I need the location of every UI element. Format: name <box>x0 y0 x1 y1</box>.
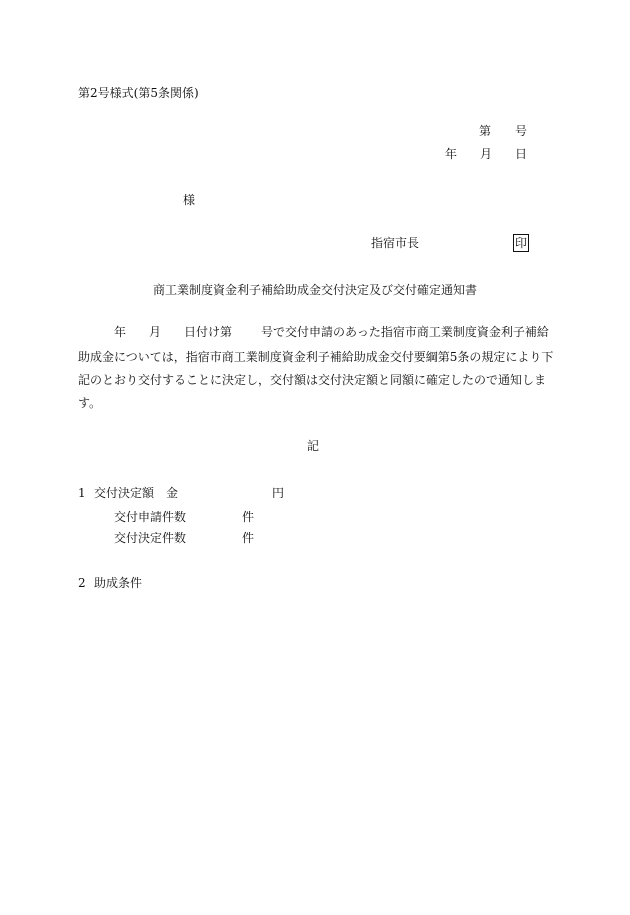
body-month: 月 <box>149 325 162 339</box>
item-1-label: 交付決定額 <box>94 486 155 500</box>
body-year: 年 <box>114 325 127 339</box>
decision-count-unit: 件 <box>242 531 255 545</box>
item-2-label: 助成条件 <box>94 576 143 590</box>
issuer-title: 指宿市長 <box>371 236 420 250</box>
date-day-label: 日 <box>515 147 528 161</box>
body-line-3: 記のとおり交付することに決定し，交付額は交付決定額と同額に確定したので通知しま <box>78 373 547 387</box>
application-count-unit: 件 <box>242 510 255 524</box>
addressee-honorific: 様 <box>183 193 196 207</box>
item-1-yen: 円 <box>272 486 285 500</box>
document-title: 商工業制度資金利子補給助成金交付決定及び交付確定通知書 <box>153 283 478 297</box>
item-1-kin: 金 <box>166 486 179 500</box>
item-1-number: 1 <box>78 486 86 500</box>
seal-stamp: 印 <box>514 236 527 250</box>
document-number-prefix: 第 <box>479 124 492 138</box>
body-line-1-rest: 号で交付申請のあった指宿市商工業制度資金利子補給 <box>261 325 549 339</box>
item-2-number: 2 <box>78 576 86 590</box>
ki-heading: 記 <box>307 439 320 453</box>
body-day-number: 日付け第 <box>184 325 233 339</box>
decision-count-label: 交付決定件数 <box>114 531 187 545</box>
body-line-4: す。 <box>78 396 102 410</box>
document-number-suffix: 号 <box>515 124 528 138</box>
body-line-2: 助成金については，指宿市商工業制度資金利子補給助成金交付要綱第5条の規定により下 <box>78 350 554 364</box>
form-number: 第2号様式(第5条関係) <box>78 86 199 100</box>
body-line-1 <box>78 326 549 338</box>
date-month-label: 月 <box>480 147 493 161</box>
date-year-label: 年 <box>445 147 458 161</box>
application-count-label: 交付申請件数 <box>114 510 187 524</box>
